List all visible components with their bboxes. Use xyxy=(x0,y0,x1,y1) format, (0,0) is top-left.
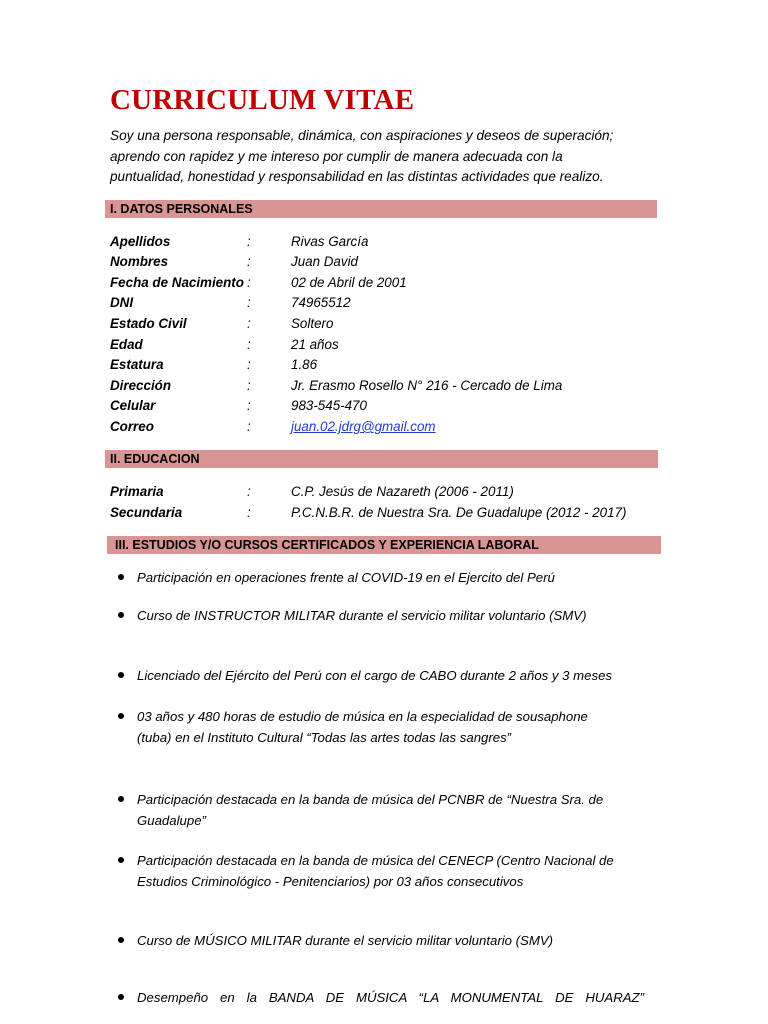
field-colon: : xyxy=(247,357,251,372)
field-label: Apellidos xyxy=(110,234,171,249)
field-colon: : xyxy=(247,316,251,331)
field-colon: : xyxy=(247,505,251,520)
list-item-text: Licenciado del Ejército del Perú con el cargo de CABO durante 2 años y 3 meses xyxy=(137,668,613,683)
list-item xyxy=(137,706,617,748)
bullet-icon xyxy=(118,937,124,943)
field-value: 21 años xyxy=(291,337,339,352)
list-item xyxy=(137,987,644,1008)
field-colon: : xyxy=(247,337,251,352)
bullet-icon xyxy=(118,796,124,802)
section-header-education: II. EDUCACION xyxy=(105,450,658,468)
field-colon: : xyxy=(247,295,251,310)
page-title: CURRICULUM VITAE xyxy=(110,84,415,116)
bullet-icon xyxy=(118,672,124,678)
field-value: C.P. Jesús de Nazareth (2006 - 2011) xyxy=(291,484,514,499)
list-item-text: Participación destacada en la banda de música del PCNBR de “Nuestra Sra. de Guadalupe” xyxy=(137,792,604,828)
list-item-text: Participación destacada en la banda de música del CENECP (Centro Nacional de Estudios Criminológico - Penitenciarios) por 03 años consecutivos xyxy=(137,853,614,889)
field-label: Nombres xyxy=(110,254,169,269)
field-value: P.C.N.B.R. de Nuestra Sra. De Guadalupe (2012 - 2017) xyxy=(291,505,627,520)
field-colon: : xyxy=(247,398,251,413)
list-item-text: Curso de MÚSICO MILITAR durante el servicio militar voluntario (SMV) xyxy=(137,933,554,948)
field-colon: : xyxy=(247,378,251,393)
field-label: Edad xyxy=(110,337,143,352)
field-label: Correo xyxy=(110,419,154,434)
field-value: Jr. Erasmo Rosello N° 216 - Cercado de Lima xyxy=(291,378,563,393)
field-colon: : xyxy=(247,275,251,290)
field-colon: : xyxy=(247,484,251,499)
bullet-icon xyxy=(118,713,124,719)
list-item xyxy=(137,665,645,686)
list-item xyxy=(137,930,645,951)
section-header-personal: I. DATOS PERSONALES xyxy=(105,200,657,218)
list-item xyxy=(137,567,645,588)
field-value: Soltero xyxy=(291,316,334,331)
bullet-icon xyxy=(118,857,124,863)
list-item-text: Desempeño en la BANDA DE MÚSICA “LA MONUMENTAL DE HUARAZ” xyxy=(137,990,644,1005)
field-label: Secundaria xyxy=(110,505,183,520)
list-item-text: Participación en operaciones frente al COVID-19 en el Ejercito del Perú xyxy=(137,570,555,585)
list-item xyxy=(137,789,617,831)
email-link[interactable]: juan.02.jdrg@gmail.com xyxy=(291,419,436,434)
field-value: 02 de Abril de 2001 xyxy=(291,275,407,290)
list-item-text: 03 años y 480 horas de estudio de música en la especialidad de sousaphone (tuba) en el Instituto Cultural “Todas las artes todas las sangres” xyxy=(137,709,588,745)
field-label: DNI xyxy=(110,295,134,310)
field-label: Estado Civil xyxy=(110,316,187,331)
field-value: 74965512 xyxy=(291,295,351,310)
list-item xyxy=(137,605,645,626)
bullet-icon xyxy=(118,612,124,618)
field-label: Primaria xyxy=(110,484,164,499)
section-header-studies: III. ESTUDIOS Y/O CURSOS CERTIFICADOS Y EXPERIENCIA LABORAL xyxy=(107,536,661,554)
field-value: Juan David xyxy=(291,254,358,269)
bullet-icon xyxy=(118,994,124,1000)
field-value: 1.86 xyxy=(291,357,318,372)
field-colon: : xyxy=(247,234,251,249)
list-item xyxy=(137,850,622,892)
field-label: Estatura xyxy=(110,357,164,372)
field-colon: : xyxy=(247,419,251,434)
bullet-icon xyxy=(118,574,124,580)
field-colon: : xyxy=(247,254,251,269)
field-value: 983-545-470 xyxy=(291,398,367,413)
field-label: Fecha de Nacimiento xyxy=(110,275,244,290)
list-item-text: Curso de INSTRUCTOR MILITAR durante el servicio militar voluntario (SMV) xyxy=(137,608,587,623)
field-value: Rivas García xyxy=(291,234,369,249)
intro-paragraph: Soy una persona responsable, dinámica, con aspiraciones y deseos de superación; aprendo con rapidez y me intereso por cumplir de manera adecuada con la puntualidad, honestidad y responsabilidad en las distintas actividades que realizo. xyxy=(110,128,614,184)
field-label: Dirección xyxy=(110,378,172,393)
field-label: Celular xyxy=(110,398,156,413)
